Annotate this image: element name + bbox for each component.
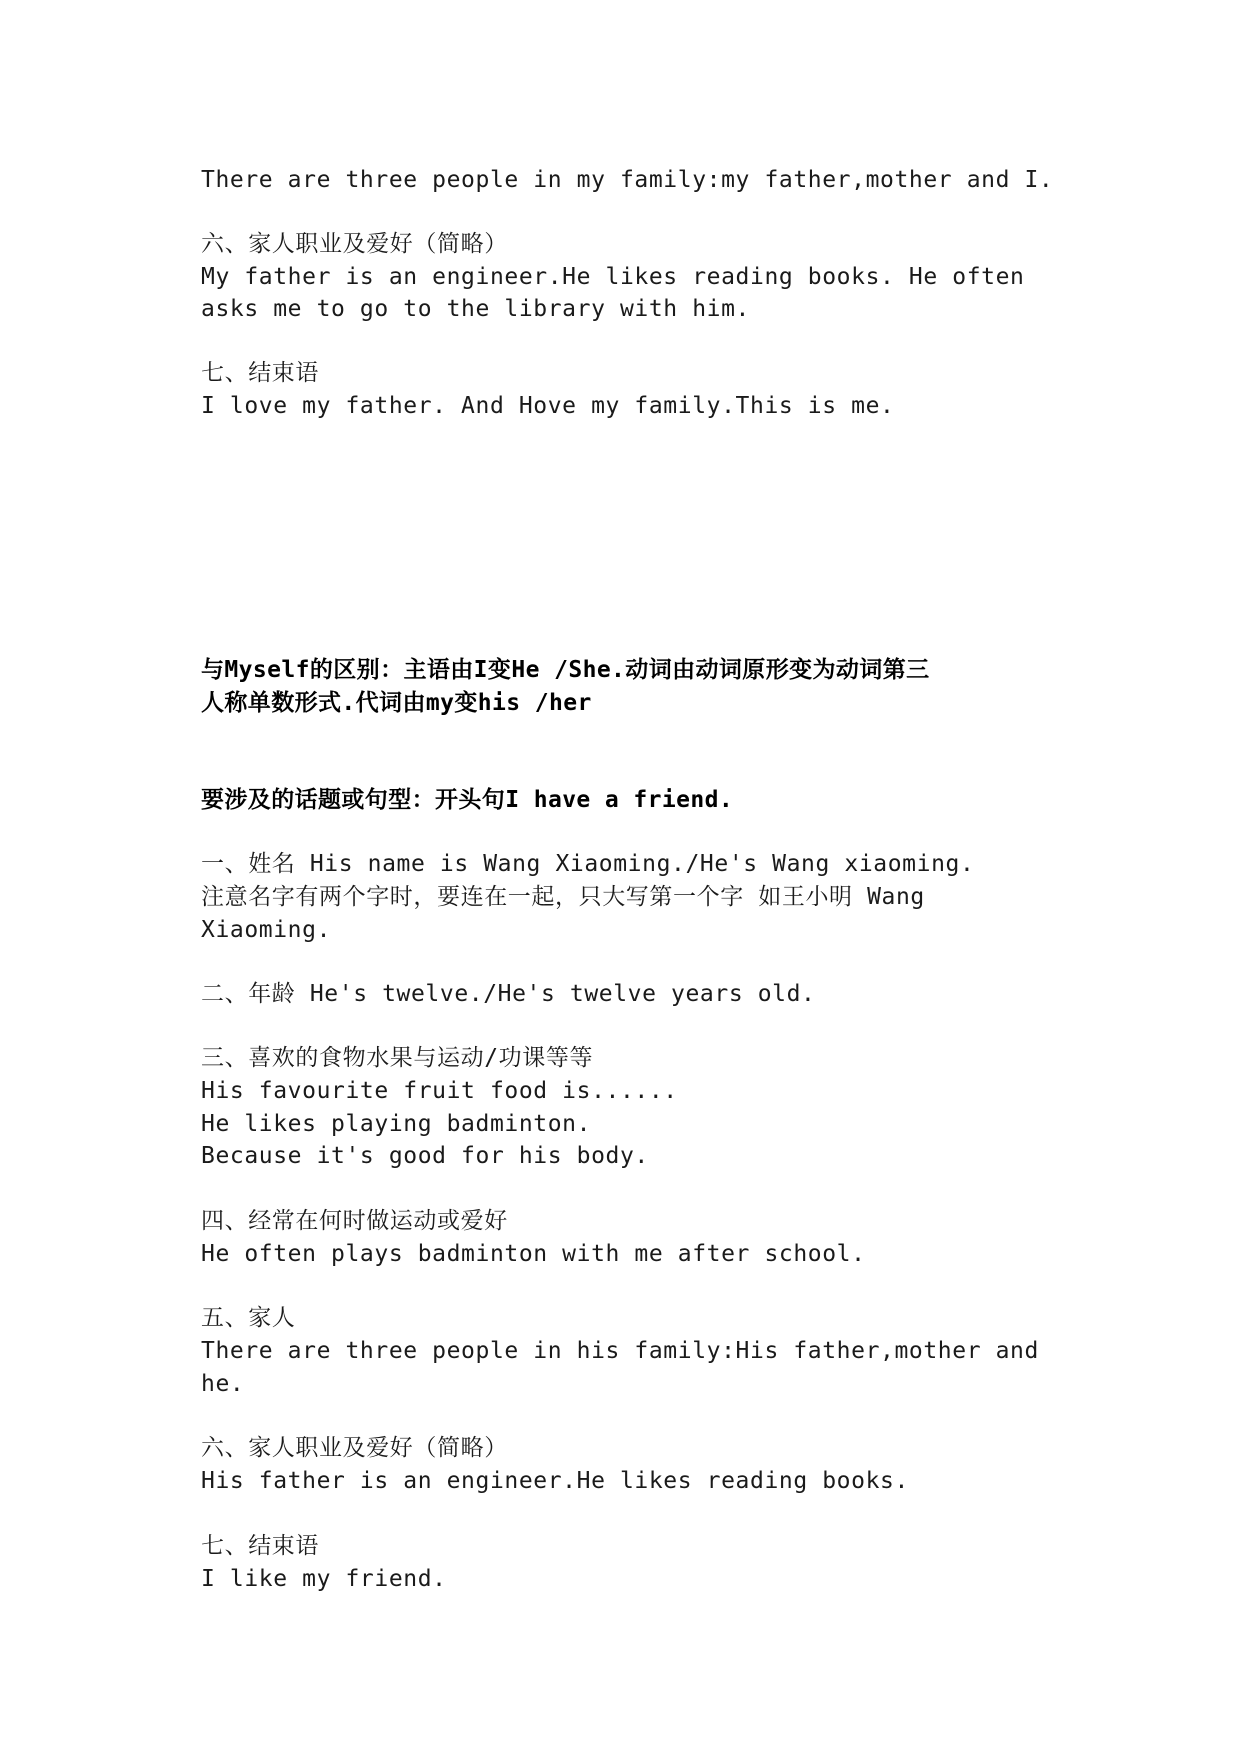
job-text: His father is an engineer.He likes reading books.	[201, 1468, 909, 1494]
job-heading: 六、家人职业及爱好（简略）	[201, 1435, 508, 1461]
section-6-text-line-1: My father is an engineer.He likes reading books. He often	[201, 264, 1025, 290]
likes-line-2: He likes playing badminton.	[201, 1111, 592, 1137]
name-line: 一、姓名 His name is Wang Xiaoming./He's Wang xiaoming.	[201, 851, 975, 877]
often-text: He often plays badminton with me after school.	[201, 1241, 866, 1267]
section-6-heading: 六、家人职业及爱好（简略）	[201, 231, 508, 257]
name-note-line-2: Xiaoming.	[201, 917, 332, 943]
likes-heading: 三、喜欢的食物水果与运动/功课等等	[201, 1045, 594, 1071]
section-6-text-line-2: asks me to go to the library with him.	[201, 296, 750, 322]
end-text: I like my friend.	[201, 1566, 447, 1592]
section-7-text: I love my father. And Hove my family.This is me.	[201, 393, 895, 419]
likes-line-3: Because it's good for his body.	[201, 1143, 649, 1169]
difference-note-line-1: 与Myself的区别：主语由I变He /She.动词由动词原形变为动词第三	[201, 657, 930, 683]
difference-note-line-2: 人称单数形式.代词由my变his /her	[201, 690, 592, 716]
likes-line-1: His favourite fruit food is......	[201, 1078, 678, 1104]
name-note-line-1: 注意名字有两个字时，要连在一起，只大写第一个字 如王小明 Wang	[201, 884, 925, 910]
age-line: 二、年龄 He's twelve./He's twelve years old.	[201, 981, 816, 1007]
topic-intro: 要涉及的话题或句型：开头句I have a friend.	[201, 787, 734, 813]
section-7-heading: 七、结束语	[201, 360, 319, 386]
family-text-line-2: he.	[201, 1371, 245, 1397]
end-heading: 七、结束语	[201, 1533, 319, 1559]
often-heading: 四、经常在何时做运动或爱好	[201, 1208, 508, 1234]
family-heading: 五、家人	[201, 1305, 296, 1331]
family-text-line-1: There are three people in his family:His father,mother and	[201, 1338, 1039, 1364]
family-members-line: There are three people in my family:my father,mother and I.	[201, 167, 1054, 193]
